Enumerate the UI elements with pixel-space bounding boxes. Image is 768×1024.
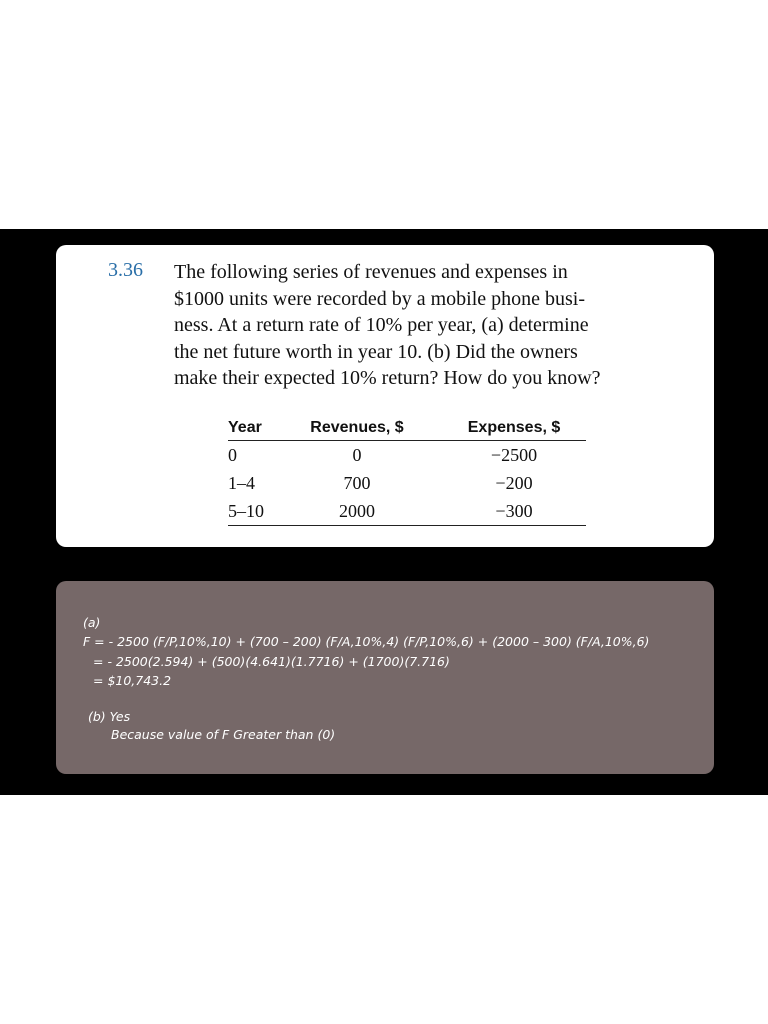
cell-year: 5–10 [228, 497, 272, 526]
cash-flow-table [228, 415, 586, 526]
answer-part-b-label: (b) Yes [88, 709, 131, 724]
cell-expense: −300 [442, 497, 586, 526]
cell-revenue: 700 [343, 473, 371, 493]
answer-result-line: = $10,743.2 [93, 673, 172, 688]
problem-line: $1000 units were recorded by a mobile phone busi- [174, 287, 586, 310]
cell-revenue: 2000 [272, 497, 442, 526]
cell-year: 0 [228, 445, 237, 465]
cell-revenue: 0 [352, 445, 362, 465]
problem-line: make their expected 10% return? How do you know? [174, 367, 601, 389]
answer-substitution-line: = - 2500(2.594) + (500)(4.641)(1.7716) + (1700)(7.716) [93, 654, 450, 669]
header-expenses: Expenses, $ [442, 415, 586, 441]
problem-statement [174, 259, 644, 392]
cell-expense: −200 [495, 473, 533, 493]
problem-number: 3.36 [108, 259, 143, 281]
table-row [228, 441, 586, 470]
table-row [228, 469, 586, 497]
header-year: Year [228, 415, 272, 441]
problem-line: The following series of revenues and expenses in [174, 261, 568, 283]
table-header-row [228, 415, 586, 441]
cell-year: 1–4 [228, 473, 255, 493]
problem-line: ness. At a return rate of 10% per year, (a) determine [174, 314, 589, 336]
answer-part-a-label: (a) [83, 615, 101, 630]
answer-part-b-reason: Because value of F Greater than (0) [111, 727, 336, 742]
answer-card [56, 581, 714, 774]
answer-equation-line: F = - 2500 (F/P,10%,10) + (700 – 200) (F/A,10%,4) (F/P,10%,6) + (2000 – 300) (F/A,10%,6) [83, 634, 650, 649]
cell-expense: −2500 [490, 445, 538, 465]
problem-line: the net future worth in year 10. (b) Did the owners [174, 340, 578, 363]
table-row [228, 497, 586, 526]
header-revenues: Revenues, $ [272, 415, 442, 441]
question-card [56, 245, 714, 547]
